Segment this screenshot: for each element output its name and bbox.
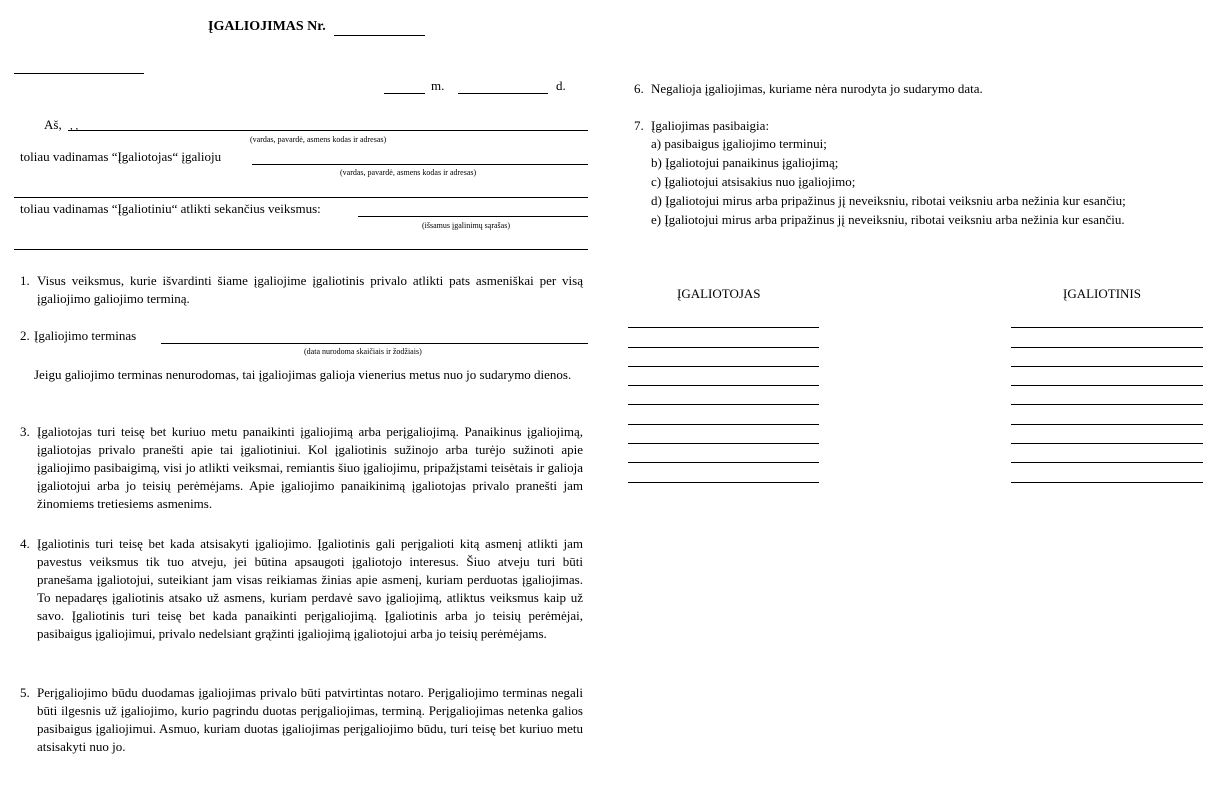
clause-7-number: 7. [634, 118, 644, 133]
clause-7-item-e: e) Įgaliotojui mirus arba pripažinus jį neveiksniu, ribotai veiksniu arba nežinia kur esančiu. [651, 212, 1125, 227]
actions-caption: (išsamus įgalinimų sąrašas) [422, 221, 510, 230]
clause-7-item-c: c) Įgaliotojui atsisakius nuo įgaliojimo; [651, 174, 856, 189]
clause-2-label: Įgaliojimo terminas [34, 328, 137, 343]
clause-7-item-d: d) Įgaliotojui mirus arba pripažinus jį neveiksniu, ribotai veiksniu arba nežinia kur esančiu; [651, 193, 1126, 208]
clause-4: Įgaliotinis turi teisę bet kada atsisakyti įgaliojimo. Įgaliotinis gali perįgalioti kitą asmenį atlikti jam pavestus veiksmus tik tuo atveju, jei būtina apsaugoti įgaliotojo interesus. Šiuo atveju turi būti pranešama įgaliotojui, suteikiant jam visas reikiamas žinias apie asmenį, kuriam perduotas įgaliojimas. To nepadaręs įgaliotinis atsako už asmens, kuriam perdavė savo įgaliojimą, atliktus veiksmus kaip už savo. Įgaliotinis turi teisę bet kada panaikinti perįgaliojimą. Įgaliotinis arba jo teisių perėmėjai, pasibaigus įgaliojimui, privalo nedelsiant grąžinti įgaliojimą įgaliotojui arba jo teisių perėmėjams. [37, 536, 583, 641]
actions-field-2[interactable] [14, 249, 588, 250]
clause-5: Perįgaliojimo būdu duodamas įgaliojimas privalo būti patvirtintas notaro. Perįgaliojimo terminas negali būti ilgesnis už įgaliojimo, kurio pagrindu duotas perįgaliojimas, terminą. Perįgaliojimas netenka galios pasibaigus įgaliojimui. Asmuo, kuriam duotas įgaliojimas perįgaliojimo būdu, turi teisę bet kuriuo metu atsisakyti nuo jo. [37, 685, 583, 754]
place-field[interactable] [14, 73, 144, 74]
agent-field-2[interactable] [14, 197, 588, 198]
clause-6: Negalioja įgaliojimas, kuriame nėra nurodyta jo sudarymo data. [651, 81, 983, 96]
clause-4-number: 4. [20, 536, 30, 551]
clause-6-number: 6. [634, 81, 644, 96]
clause-2-note: Jeigu galiojimo terminas nenurodomas, tai įgaliojimas galioja vienerius metus nuo jo sudarymo dienos. [34, 367, 572, 382]
actions-text: toliau vadinamas “Įgaliotiniu“ atlikti sekančius veiksmus: [20, 201, 321, 216]
principal-caption: (vardas, pavardė, asmens kodas ir adresas) [250, 135, 387, 144]
clause-1-number: 1. [20, 273, 30, 288]
clause-2-number: 2. [20, 328, 30, 343]
year-suffix: m. [431, 78, 445, 93]
clause-3-number: 3. [20, 424, 30, 439]
clause-1: Visus veiksmus, kurie išvardinti šiame įgaliojime įgaliotinis privalo atlikti pats asmeniškai per visą įgaliojimo galiojimo terminą. [37, 273, 583, 306]
signature-agent-heading: ĮGALIOTINIS [1063, 286, 1141, 301]
principal-value: , , [70, 120, 79, 132]
number-field[interactable] [334, 35, 425, 36]
year-field[interactable] [384, 93, 425, 94]
signature-principal-heading: ĮGALIOTOJAS [677, 286, 761, 301]
principal-field[interactable] [68, 130, 588, 131]
clause-7-item-b: b) Įgaliotojui panaikinus įgaliojimą; [651, 155, 839, 170]
agent-field[interactable] [252, 164, 588, 165]
page-title: ĮGALIOJIMAS Nr. [208, 19, 326, 34]
agent-caption: (vardas, pavardė, asmens kodas ir adresas) [340, 168, 477, 177]
term-caption: (data nurodoma skaičiais ir žodžiais) [304, 347, 422, 356]
clause-3: Įgaliotojas turi teisę bet kuriuo metu panaikinti įgaliojimą arba perįgaliojimą. Panaikinus įgaliojimą, įgaliotojas privalo pranešti apie tai įgaliotiniui. Kol įgaliotinis sužinojo arba turėjo sužinoti apie įgaliojimo pasibaigimą, visi jo atlikti veiksmai, remiantis šiuo įgaliojimu, pripažįstami teisėtais ir galioja įgaliotojui arba jo teisių perėmėjams. Apie įgaliojimo panaikinimą įgaliotojas privalo pranešti jam žinomiems tretiesiems asmenims. [37, 424, 583, 511]
principal-intro: Aš, [44, 117, 62, 132]
term-field[interactable] [161, 343, 588, 344]
clause-7: Įgaliojimas pasibaigia: [651, 118, 770, 133]
month-day-field[interactable] [458, 93, 548, 94]
actions-field[interactable] [358, 216, 588, 217]
grant-text: toliau vadinamas “Įgaliotojas“ įgalioju [20, 149, 222, 164]
clause-5-number: 5. [20, 685, 30, 700]
clause-7-item-a: a) pasibaigus įgaliojimo terminui; [651, 136, 827, 151]
day-suffix: d. [556, 78, 566, 93]
